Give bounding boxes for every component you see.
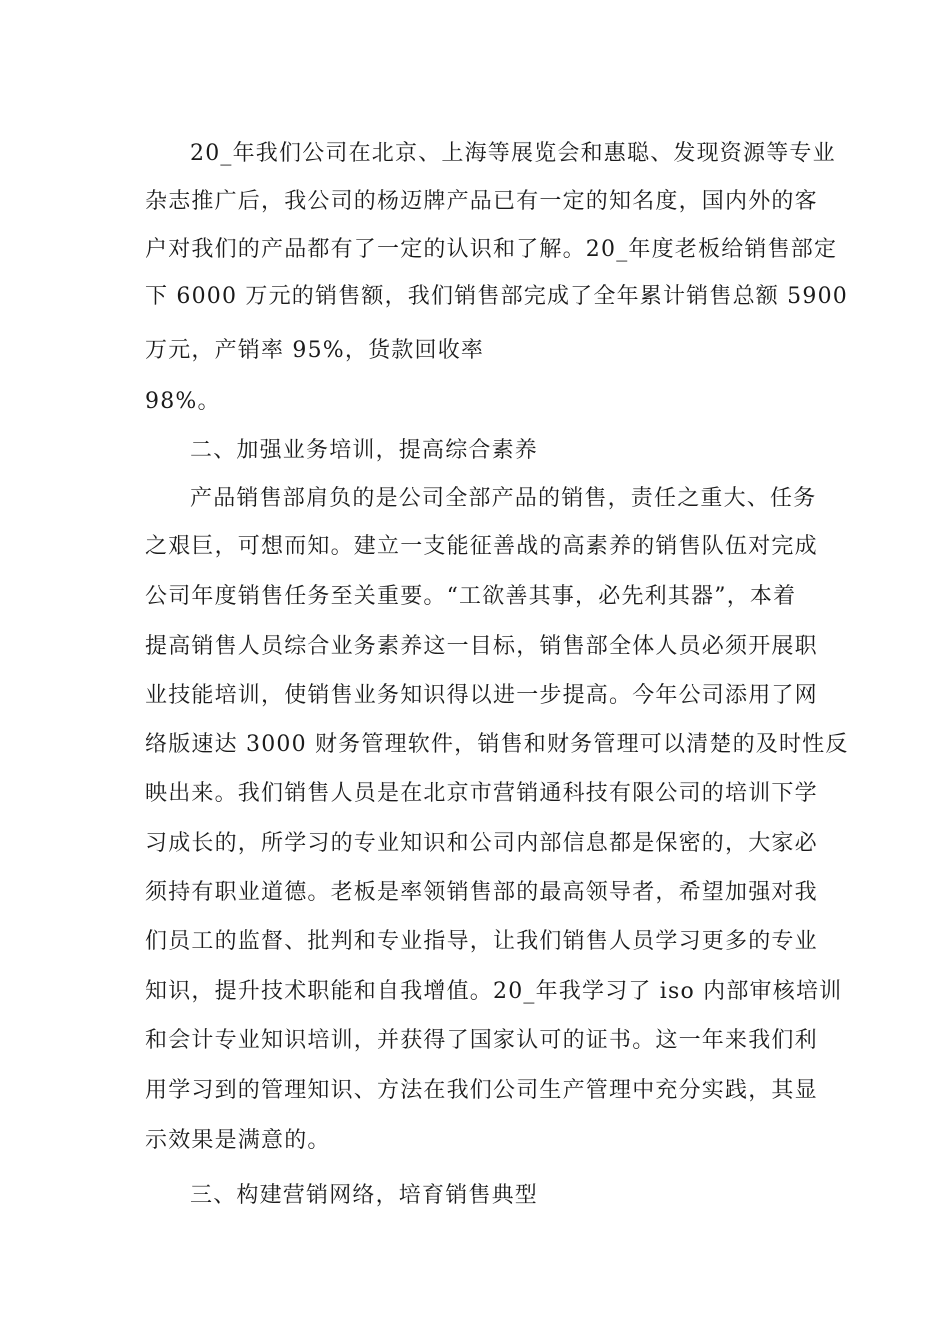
paragraph-2-line-5: 业技能培训，使销售业务知识得以进一步提高。今年公司添用了网 — [145, 683, 818, 708]
paragraph-2-line-11: 知识，提升技术职能和自我增值。20_年我学习了 iso 内部审核培训 — [145, 979, 843, 1004]
paragraph-1-line-5: 万元，产销率 95%，货款回收率 — [145, 338, 485, 363]
paragraph-2-line-2: 之艰巨，可想而知。建立一支能征善战的高素养的销售队伍对完成 — [145, 534, 818, 559]
paragraph-2-line-12: 和会计专业知识培训，并获得了国家认可的证书。这一年来我们利 — [145, 1028, 818, 1053]
paragraph-2-line-10: 们员工的监督、批判和专业指导，让我们销售人员学习更多的专业 — [145, 929, 818, 954]
paragraph-1-line-2: 杂志推广后，我公司的杨迈牌产品已有一定的知名度，国内外的客 — [145, 189, 818, 214]
paragraph-2-line-6: 络版速达 3000 财务管理软件，销售和财务管理可以清楚的及时性反 — [145, 732, 849, 757]
paragraph-2-line-14: 示效果是满意的。 — [145, 1128, 331, 1153]
paragraph-1-line-1: 20_年我们公司在北京、上海等展览会和惠聪、发现资源等专业 — [190, 141, 836, 166]
paragraph-2-line-8: 习成长的，所学习的专业知识和公司内部信息都是保密的，大家必 — [145, 831, 818, 856]
paragraph-1-line-6: 98%。 — [145, 389, 221, 414]
paragraph-1-line-3: 户对我们的产品都有了一定的认识和了解。20_年度老板给销售部定 — [145, 237, 838, 262]
paragraph-2-line-4: 提高销售人员综合业务素养这一目标，销售部全体人员必须开展职 — [145, 634, 818, 659]
section-heading-3: 三、构建营销网络，培育销售典型 — [190, 1183, 539, 1208]
paragraph-2-line-13: 用学习到的管理知识、方法在我们公司生产管理中充分实践，其显 — [145, 1078, 818, 1103]
paragraph-2-line-1: 产品销售部肩负的是公司全部产品的销售，责任之重大、任务 — [190, 486, 817, 511]
paragraph-2-line-3: 公司年度销售任务至关重要。“工欲善其事，必先利其器”，本着 — [145, 584, 797, 609]
paragraph-2-line-7: 映出来。我们销售人员是在北京市营销通科技有限公司的培训下学 — [145, 781, 818, 806]
paragraph-2-line-9: 须持有职业道德。老板是率领销售部的最高领导者，希望加强对我 — [145, 880, 818, 905]
section-heading-2: 二、加强业务培训，提高综合素养 — [190, 438, 539, 463]
paragraph-1-line-4: 下 6000 万元的销售额，我们销售部完成了全年累计销售总额 5900 — [145, 284, 848, 309]
